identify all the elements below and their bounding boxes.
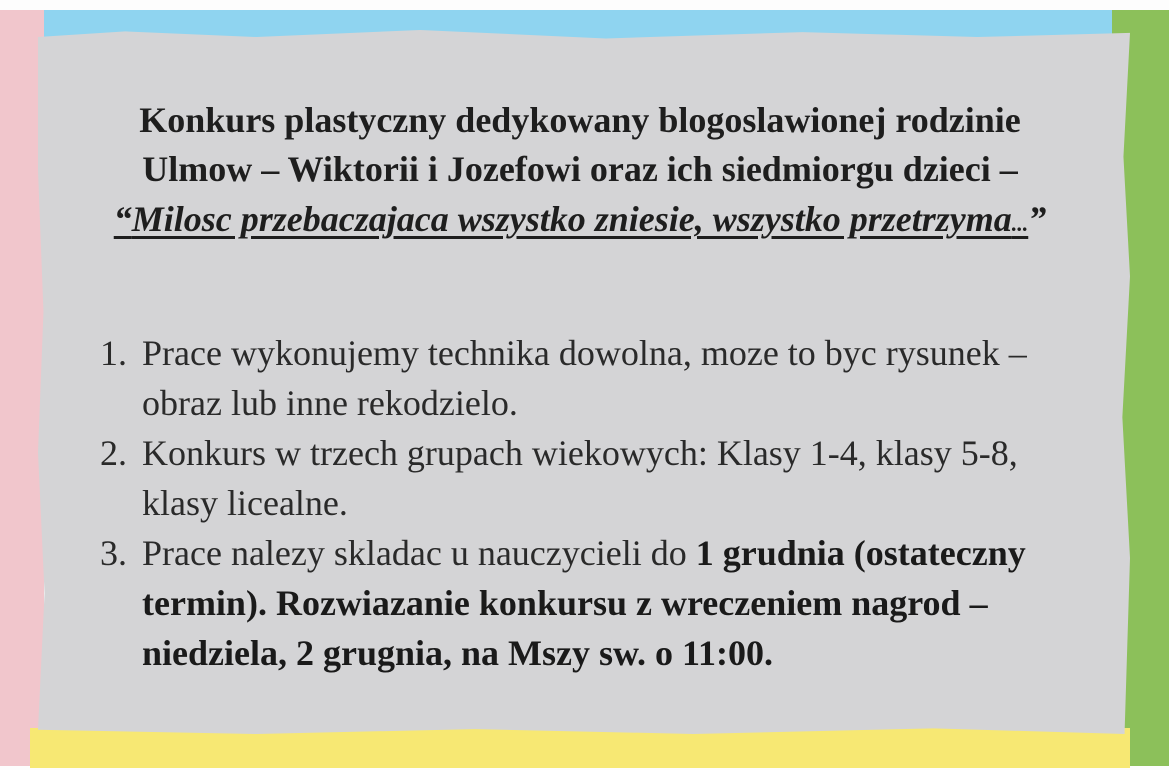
rule-number: 2.	[100, 433, 127, 473]
motto-close-quote: ”	[1028, 199, 1047, 239]
motto-open-quote: “	[113, 199, 132, 239]
poster-heading	[40, 96, 1120, 194]
heading-line-2: Ulmow – Wiktorii i Jozefowi oraz ich siedmiorgu dzieci –	[142, 149, 1018, 189]
rule-item	[100, 528, 1100, 678]
rule-text: Konkurs w trzech grupach wiekowych: Klasy 1-4, klasy 5-8, klasy licealne.	[142, 433, 1018, 523]
rule-item	[100, 428, 1100, 528]
rules-list	[100, 328, 1100, 678]
rule-deadline-bold: 1 grudnia (ostateczny termin). Rozwiazanie konkursu z wreczeniem nagrod – niedziela, 2 grugnia, na Mszy sw. o 11:00.	[142, 533, 1026, 673]
rule-text: Prace nalezy skladac u nauczycieli do	[142, 533, 696, 573]
yellow-paper-strip	[30, 728, 1130, 768]
motto-quote	[40, 196, 1120, 247]
pink-paper-strip	[0, 10, 44, 766]
rule-text: Prace wykonujemy technika dowolna, moze to byc rysunek – obraz lub inne rekodzielo.	[142, 333, 1027, 423]
motto-text: Milosc przebaczajaca wszystko zniesie, wszystko przetrzyma	[131, 199, 1012, 239]
motto-underlined	[114, 199, 1029, 239]
rule-item	[100, 328, 1100, 428]
rule-number: 3.	[100, 533, 127, 573]
motto-ellipsis: ...	[1011, 211, 1029, 236]
rule-number: 1.	[100, 333, 127, 373]
heading-line-1: Konkurs plastyczny dedykowany blogoslawionej rodzinie	[139, 100, 1021, 140]
